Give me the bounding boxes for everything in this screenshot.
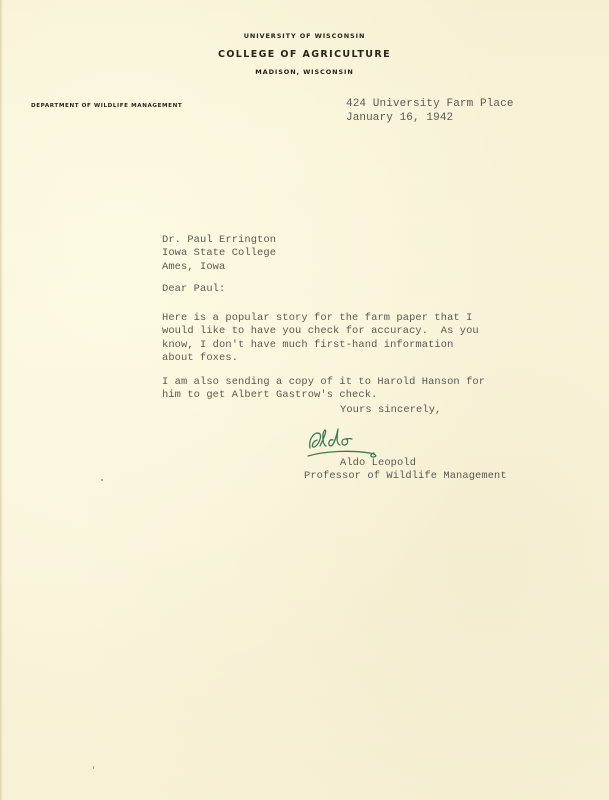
body-line: I am also sending a copy of it to Harold Hanson for xyxy=(162,376,486,388)
recipient-block xyxy=(162,234,276,274)
body-line: would like to have you check for accuracy. As you xyxy=(162,325,479,338)
handwritten-signature xyxy=(300,426,380,460)
body-line: know, I don't have much first-hand information xyxy=(162,338,454,351)
sender-address-block xyxy=(346,97,514,125)
letterhead-college: COLLEGE OF AGRICULTURE xyxy=(217,49,392,60)
letterhead-department: DEPARTMENT OF WILDLIFE MANAGEMENT xyxy=(31,103,183,109)
letterhead-city: MADISON, WISCONSIN xyxy=(255,68,354,76)
body-line: Here is a popular story for the farm paper that I xyxy=(162,312,473,324)
body-line: about foxes. xyxy=(162,352,239,365)
signer-block xyxy=(304,457,507,484)
closing: Yours sincerely, xyxy=(340,404,442,416)
body-paragraph-1 xyxy=(162,312,479,366)
paper-edge xyxy=(0,0,3,800)
paper-speck xyxy=(93,766,94,769)
signer-title: Professor of Wildlife Management xyxy=(304,470,507,483)
signer-name: Aldo Leopold xyxy=(340,457,417,469)
body-line: him to get Albert Gastrow's check. xyxy=(162,389,378,402)
letterhead-university: UNIVERSITY OF WISCONSIN xyxy=(243,32,366,40)
sender-street: 424 University Farm Place xyxy=(346,98,514,110)
salutation: Dear Paul: xyxy=(162,283,226,295)
letter-date: January 16, 1942 xyxy=(346,112,454,124)
recipient-institution: Iowa State College xyxy=(162,247,277,260)
recipient-name: Dr. Paul Errington xyxy=(162,234,277,246)
paper-speck xyxy=(101,479,103,481)
body-paragraph-2 xyxy=(162,376,485,403)
recipient-city: Ames, Iowa xyxy=(162,260,226,273)
